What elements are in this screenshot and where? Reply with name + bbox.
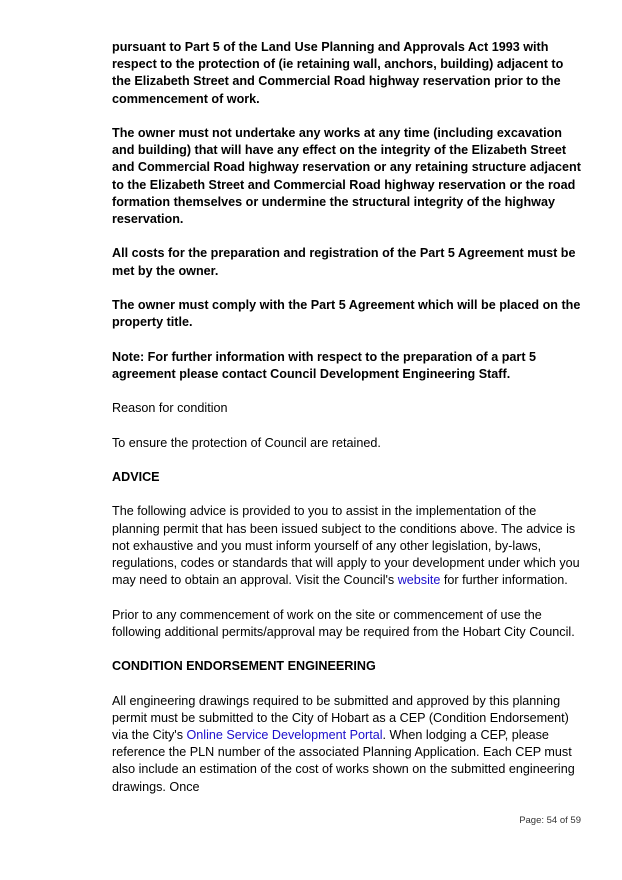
- condition-paragraph-no-works: The owner must not undertake any works at any time (including excavation and building) that will have any effect on the integrity of the Elizabeth Street and Commercial Road highway reservation or any retaining structure adjacent to the Elizabeth Street and Commercial Road highway reservation or the road formation themselves or undermine the structural integrity of the highway reservation.: [112, 126, 581, 227]
- advice-text-before: The following advice is provided to you to assist in the implementation of the planning permit that has been issued subject to the conditions above. The advice is not exhaustive and you must inform yourself of any other legislation, by-laws, regulations, codes or standards that will apply to your development under which you may need to obtain an approval. Visit the Council's: [112, 504, 580, 588]
- website-link[interactable]: website: [397, 573, 441, 588]
- development-portal-link[interactable]: Online Service Development Portal: [186, 727, 383, 742]
- endorsement-paragraph: [112, 693, 582, 796]
- page-number: Page: 54 of 59: [519, 815, 581, 826]
- advice-permits-paragraph: Prior to any commencement of work on the site or commencement of use the following additional permits/approval may be required from the Hobart City Council.: [112, 607, 575, 639]
- reason-text: To ensure the protection of Council are retained.: [112, 435, 381, 450]
- endorsement-text-after: . When lodging a CEP, please reference the PLN number of the associated Planning Application. Each CEP must also include an estimation of the cost of works shown on the submitted engineering drawings. Once: [112, 727, 575, 794]
- advice-heading: ADVICE: [112, 469, 160, 484]
- condition-note: Note: For further information with respect to the preparation of a part 5 agreement please contact Council Development Engineering Staff.: [112, 349, 537, 381]
- reason-label: Reason for condition: [112, 401, 228, 416]
- advice-text-after: for further information.: [440, 573, 568, 588]
- condition-paragraph-comply: The owner must comply with the Part 5 Agreement which will be placed on the property title.: [112, 298, 581, 330]
- condition-paragraph-part5: pursuant to Part 5 of the Land Use Planning and Approvals Act 1993 with respect to the protection of (ie retaining wall, anchors, building) adjacent to the Elizabeth Street and Commercial Road highway reservation prior to the commencement of work.: [112, 40, 564, 106]
- endorsement-heading: CONDITION ENDORSEMENT ENGINEERING: [112, 659, 376, 674]
- endorsement-text-before: All engineering drawings required to be submitted and approved by this planning permit must be submitted to the City of Hobart as a CEP (Condition Endorsement) via the City's: [112, 693, 569, 742]
- document-page: [112, 39, 582, 813]
- advice-paragraph: [112, 503, 582, 589]
- condition-paragraph-costs: All costs for the preparation and registration of the Part 5 Agreement must be met by the owner.: [112, 246, 576, 278]
